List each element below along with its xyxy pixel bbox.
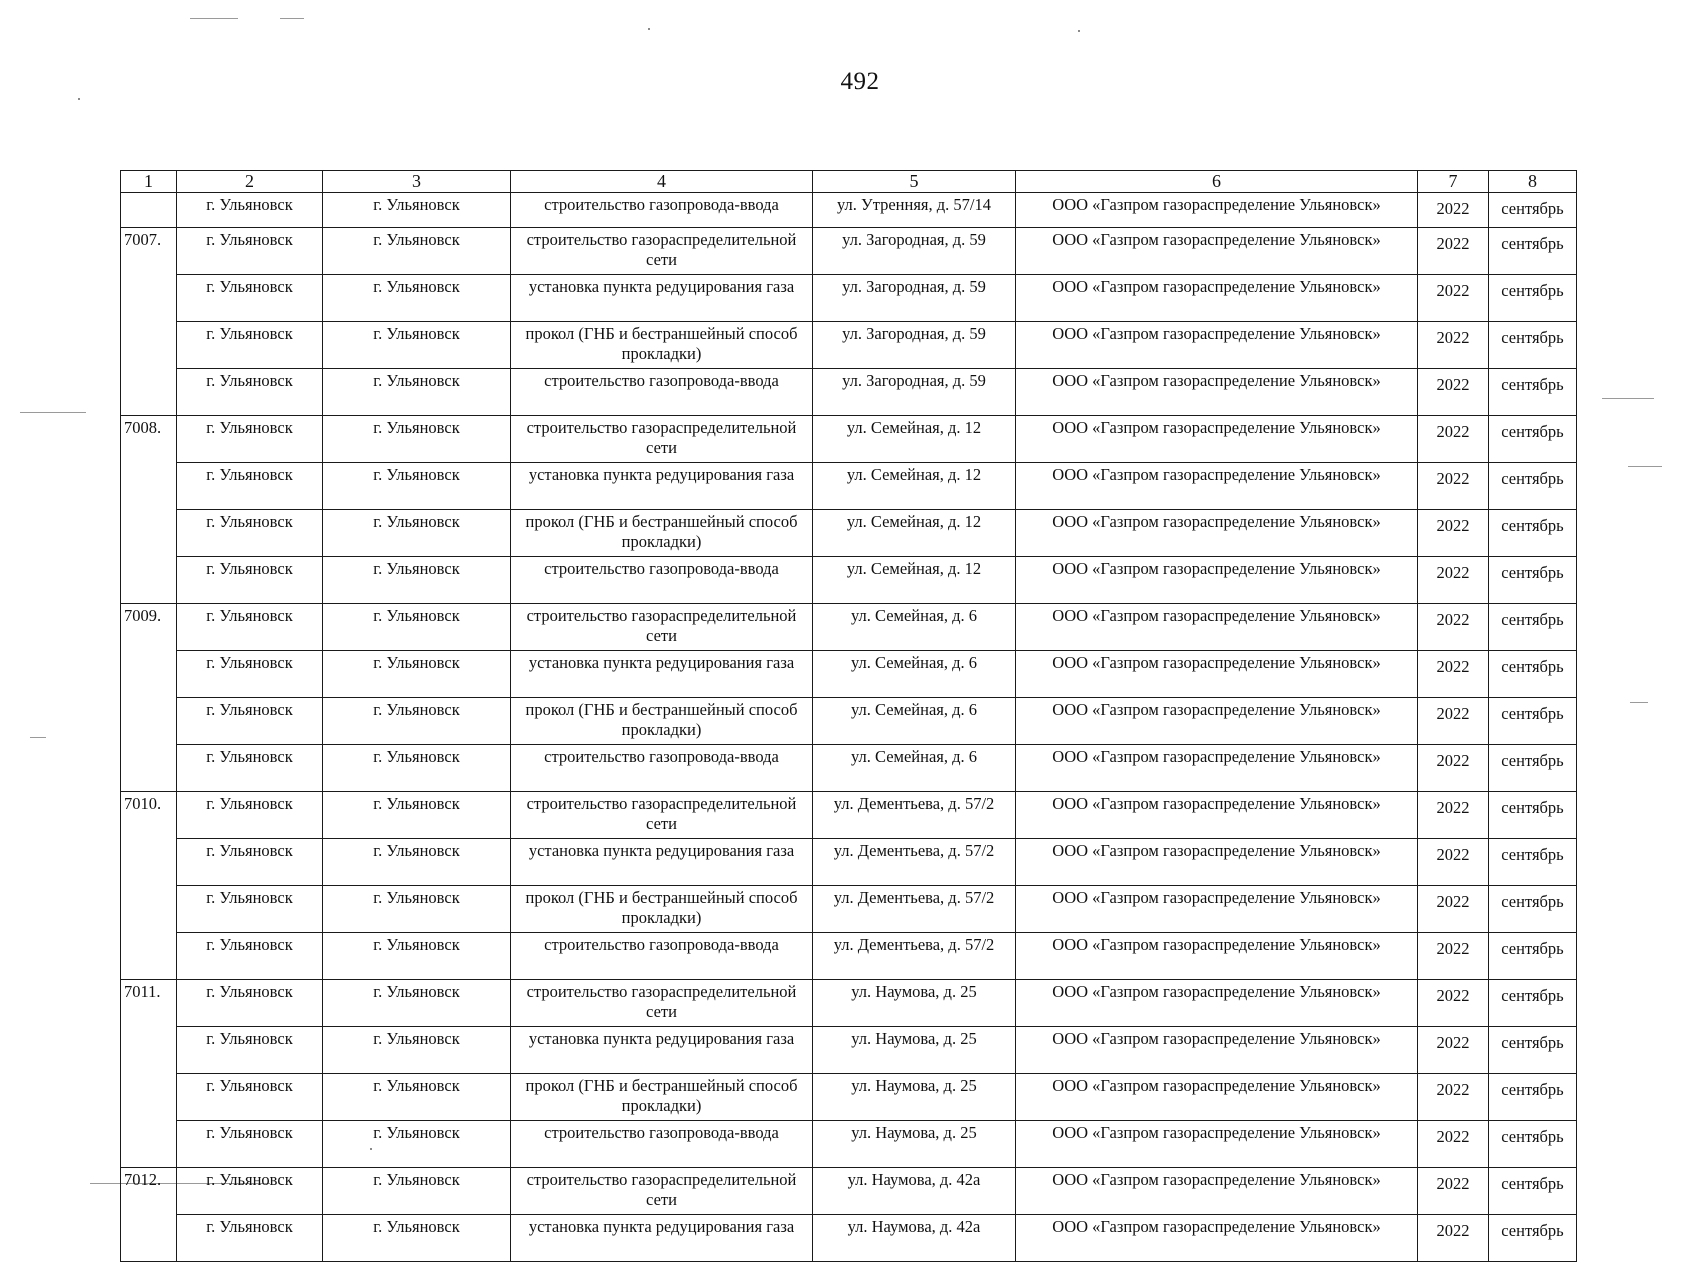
table-row <box>121 1168 1577 1215</box>
scan-artifact <box>1602 398 1654 399</box>
cell-settlement: г. Ульяновск <box>323 745 511 792</box>
cell-municipality: г. Ульяновск <box>177 1168 323 1215</box>
cell-municipality: г. Ульяновск <box>177 1027 323 1074</box>
cell-item-number <box>121 886 177 933</box>
cell-municipality: г. Ульяновск <box>177 745 323 792</box>
table-row <box>121 980 1577 1027</box>
cell-organization: ООО «Газпром газораспределение Ульяновск» <box>1016 1074 1418 1121</box>
cell-year: 2022 <box>1418 980 1489 1027</box>
cell-month: сентябрь <box>1489 1215 1577 1262</box>
cell-municipality: г. Ульяновск <box>177 1074 323 1121</box>
cell-month: сентябрь <box>1489 322 1577 369</box>
cell-work-type: прокол (ГНБ и бестраншейный способ прокладки) <box>511 886 813 933</box>
cell-settlement: г. Ульяновск <box>323 651 511 698</box>
cell-address: ул. Дементьева, д. 57/2 <box>813 886 1016 933</box>
cell-month: сентябрь <box>1489 698 1577 745</box>
cell-work-type: прокол (ГНБ и бестраншейный способ прокладки) <box>511 1074 813 1121</box>
cell-organization: ООО «Газпром газораспределение Ульяновск» <box>1016 416 1418 463</box>
cell-month: сентябрь <box>1489 369 1577 416</box>
cell-month: сентябрь <box>1489 510 1577 557</box>
cell-work-type: строительство газораспределительной сети <box>511 604 813 651</box>
cell-month: сентябрь <box>1489 1121 1577 1168</box>
cell-year: 2022 <box>1418 745 1489 792</box>
table-row <box>121 792 1577 839</box>
cell-work-type: прокол (ГНБ и бестраншейный способ прокладки) <box>511 698 813 745</box>
cell-organization: ООО «Газпром газораспределение Ульяновск» <box>1016 275 1418 322</box>
cell-year: 2022 <box>1418 1121 1489 1168</box>
cell-address: ул. Наумова, д. 25 <box>813 980 1016 1027</box>
cell-work-type: строительство газораспределительной сети <box>511 792 813 839</box>
column-header-8: 8 <box>1489 171 1577 193</box>
column-header-5: 5 <box>813 171 1016 193</box>
cell-municipality: г. Ульяновск <box>177 839 323 886</box>
cell-organization: ООО «Газпром газораспределение Ульяновск» <box>1016 651 1418 698</box>
table-row <box>121 416 1577 463</box>
column-header-4: 4 <box>511 171 813 193</box>
page-number: 492 <box>840 68 880 95</box>
cell-item-number <box>121 698 177 745</box>
table-row <box>121 886 1577 933</box>
cell-month: сентябрь <box>1489 275 1577 322</box>
table-body <box>121 193 1577 1262</box>
cell-address: ул. Дементьева, д. 57/2 <box>813 839 1016 886</box>
cell-work-type: установка пункта редуцирования газа <box>511 275 813 322</box>
cell-year: 2022 <box>1418 193 1489 228</box>
table-row <box>121 1027 1577 1074</box>
cell-address: ул. Загородная, д. 59 <box>813 369 1016 416</box>
cell-organization: ООО «Газпром газораспределение Ульяновск» <box>1016 193 1418 228</box>
cell-address: ул. Загородная, д. 59 <box>813 322 1016 369</box>
cell-year: 2022 <box>1418 651 1489 698</box>
cell-work-type: установка пункта редуцирования газа <box>511 1027 813 1074</box>
cell-year: 2022 <box>1418 416 1489 463</box>
cell-settlement: г. Ульяновск <box>323 557 511 604</box>
cell-municipality: г. Ульяновск <box>177 933 323 980</box>
scan-artifact <box>190 18 238 19</box>
cell-year: 2022 <box>1418 604 1489 651</box>
cell-item-number <box>121 322 177 369</box>
cell-address: ул. Наумова, д. 25 <box>813 1027 1016 1074</box>
cell-organization: ООО «Газпром газораспределение Ульяновск» <box>1016 322 1418 369</box>
cell-municipality: г. Ульяновск <box>177 228 323 275</box>
cell-month: сентябрь <box>1489 416 1577 463</box>
works-table <box>120 170 1577 1262</box>
table-row <box>121 510 1577 557</box>
cell-settlement: г. Ульяновск <box>323 604 511 651</box>
cell-organization: ООО «Газпром газораспределение Ульяновск» <box>1016 463 1418 510</box>
cell-year: 2022 <box>1418 557 1489 604</box>
cell-address: ул. Загородная, д. 59 <box>813 275 1016 322</box>
cell-organization: ООО «Газпром газораспределение Ульяновск» <box>1016 933 1418 980</box>
cell-month: сентябрь <box>1489 1027 1577 1074</box>
cell-month: сентябрь <box>1489 1074 1577 1121</box>
cell-month: сентябрь <box>1489 228 1577 275</box>
cell-settlement: г. Ульяновск <box>323 980 511 1027</box>
cell-settlement: г. Ульяновск <box>323 228 511 275</box>
cell-item-number: 7011. <box>121 980 177 1027</box>
cell-settlement: г. Ульяновск <box>323 510 511 557</box>
cell-item-number: 7007. <box>121 228 177 275</box>
scan-artifact <box>78 98 80 100</box>
cell-item-number <box>121 651 177 698</box>
cell-settlement: г. Ульяновск <box>323 1074 511 1121</box>
cell-item-number <box>121 557 177 604</box>
scan-artifact <box>1628 466 1662 467</box>
cell-month: сентябрь <box>1489 463 1577 510</box>
cell-year: 2022 <box>1418 1074 1489 1121</box>
column-header-2: 2 <box>177 171 323 193</box>
cell-municipality: г. Ульяновск <box>177 322 323 369</box>
column-header-3: 3 <box>323 171 511 193</box>
cell-address: ул. Загородная, д. 59 <box>813 228 1016 275</box>
column-header-1: 1 <box>121 171 177 193</box>
cell-organization: ООО «Газпром газораспределение Ульяновск» <box>1016 698 1418 745</box>
table-row <box>121 1074 1577 1121</box>
cell-settlement: г. Ульяновск <box>323 886 511 933</box>
cell-settlement: г. Ульяновск <box>323 1215 511 1262</box>
cell-item-number <box>121 463 177 510</box>
cell-work-type: прокол (ГНБ и бестраншейный способ прокладки) <box>511 510 813 557</box>
cell-address: ул. Семейная, д. 12 <box>813 416 1016 463</box>
cell-settlement: г. Ульяновск <box>323 933 511 980</box>
cell-settlement: г. Ульяновск <box>323 275 511 322</box>
cell-year: 2022 <box>1418 933 1489 980</box>
cell-address: ул. Дементьева, д. 57/2 <box>813 792 1016 839</box>
table-row <box>121 1215 1577 1262</box>
cell-item-number <box>121 1074 177 1121</box>
cell-municipality: г. Ульяновск <box>177 651 323 698</box>
cell-item-number <box>121 510 177 557</box>
cell-item-number: 7012. <box>121 1168 177 1215</box>
cell-municipality: г. Ульяновск <box>177 792 323 839</box>
cell-item-number: 7009. <box>121 604 177 651</box>
table-row <box>121 228 1577 275</box>
cell-item-number: 7010. <box>121 792 177 839</box>
cell-work-type: установка пункта редуцирования газа <box>511 1215 813 1262</box>
scan-artifact <box>1078 30 1080 32</box>
cell-month: сентябрь <box>1489 839 1577 886</box>
cell-work-type: строительство газопровода-ввода <box>511 193 813 228</box>
cell-municipality: г. Ульяновск <box>177 557 323 604</box>
cell-month: сентябрь <box>1489 604 1577 651</box>
cell-month: сентябрь <box>1489 557 1577 604</box>
cell-settlement: г. Ульяновск <box>323 1027 511 1074</box>
table-row <box>121 745 1577 792</box>
cell-address: ул. Наумова, д. 25 <box>813 1074 1016 1121</box>
cell-year: 2022 <box>1418 369 1489 416</box>
cell-item-number <box>121 1121 177 1168</box>
table-row <box>121 651 1577 698</box>
column-header-7: 7 <box>1418 171 1489 193</box>
cell-organization: ООО «Газпром газораспределение Ульяновск» <box>1016 1121 1418 1168</box>
cell-settlement: г. Ульяновск <box>323 1121 511 1168</box>
cell-year: 2022 <box>1418 463 1489 510</box>
cell-settlement: г. Ульяновск <box>323 193 511 228</box>
scan-artifact <box>1630 702 1648 703</box>
cell-address: ул. Семейная, д. 12 <box>813 510 1016 557</box>
scan-artifact <box>30 737 46 738</box>
cell-item-number <box>121 369 177 416</box>
cell-municipality: г. Ульяновск <box>177 980 323 1027</box>
cell-municipality: г. Ульяновск <box>177 416 323 463</box>
cell-work-type: установка пункта редуцирования газа <box>511 463 813 510</box>
cell-month: сентябрь <box>1489 933 1577 980</box>
cell-month: сентябрь <box>1489 193 1577 228</box>
cell-organization: ООО «Газпром газораспределение Ульяновск» <box>1016 792 1418 839</box>
cell-municipality: г. Ульяновск <box>177 193 323 228</box>
cell-work-type: строительство газопровода-ввода <box>511 557 813 604</box>
cell-organization: ООО «Газпром газораспределение Ульяновск» <box>1016 510 1418 557</box>
table-row <box>121 369 1577 416</box>
cell-year: 2022 <box>1418 1168 1489 1215</box>
table-row <box>121 604 1577 651</box>
cell-year: 2022 <box>1418 275 1489 322</box>
cell-work-type: строительство газораспределительной сети <box>511 1168 813 1215</box>
cell-municipality: г. Ульяновск <box>177 1121 323 1168</box>
cell-address: ул. Дементьева, д. 57/2 <box>813 933 1016 980</box>
cell-year: 2022 <box>1418 1027 1489 1074</box>
cell-month: сентябрь <box>1489 1168 1577 1215</box>
table-row <box>121 1121 1577 1168</box>
cell-organization: ООО «Газпром газораспределение Ульяновск» <box>1016 604 1418 651</box>
cell-item-number <box>121 745 177 792</box>
table-row <box>121 839 1577 886</box>
cell-organization: ООО «Газпром газораспределение Ульяновск» <box>1016 228 1418 275</box>
cell-organization: ООО «Газпром газораспределение Ульяновск» <box>1016 1027 1418 1074</box>
cell-work-type: строительство газораспределительной сети <box>511 980 813 1027</box>
cell-municipality: г. Ульяновск <box>177 604 323 651</box>
cell-year: 2022 <box>1418 886 1489 933</box>
scan-artifact <box>20 412 86 413</box>
cell-municipality: г. Ульяновск <box>177 1215 323 1262</box>
cell-work-type: установка пункта редуцирования газа <box>511 651 813 698</box>
cell-month: сентябрь <box>1489 792 1577 839</box>
cell-address: ул. Семейная, д. 12 <box>813 557 1016 604</box>
cell-work-type: установка пункта редуцирования газа <box>511 839 813 886</box>
cell-month: сентябрь <box>1489 651 1577 698</box>
cell-item-number <box>121 1215 177 1262</box>
table-row <box>121 933 1577 980</box>
cell-item-number <box>121 839 177 886</box>
cell-month: сентябрь <box>1489 980 1577 1027</box>
cell-item-number <box>121 933 177 980</box>
cell-work-type: строительство газораспределительной сети <box>511 416 813 463</box>
cell-address: ул. Семейная, д. 6 <box>813 651 1016 698</box>
cell-settlement: г. Ульяновск <box>323 416 511 463</box>
cell-year: 2022 <box>1418 792 1489 839</box>
cell-work-type: строительство газопровода-ввода <box>511 933 813 980</box>
cell-municipality: г. Ульяновск <box>177 275 323 322</box>
cell-work-type: строительство газопровода-ввода <box>511 1121 813 1168</box>
cell-settlement: г. Ульяновск <box>323 463 511 510</box>
cell-item-number <box>121 193 177 228</box>
table-row <box>121 275 1577 322</box>
cell-address: ул. Наумова, д. 25 <box>813 1121 1016 1168</box>
table-row <box>121 557 1577 604</box>
cell-settlement: г. Ульяновск <box>323 839 511 886</box>
cell-municipality: г. Ульяновск <box>177 369 323 416</box>
cell-settlement: г. Ульяновск <box>323 322 511 369</box>
cell-item-number <box>121 1027 177 1074</box>
cell-municipality: г. Ульяновск <box>177 463 323 510</box>
cell-settlement: г. Ульяновск <box>323 792 511 839</box>
cell-municipality: г. Ульяновск <box>177 886 323 933</box>
cell-year: 2022 <box>1418 839 1489 886</box>
table-header-row <box>121 171 1577 193</box>
cell-address: ул. Наумова, д. 42а <box>813 1215 1016 1262</box>
table-row <box>121 193 1577 228</box>
cell-organization: ООО «Газпром газораспределение Ульяновск» <box>1016 980 1418 1027</box>
column-header-6: 6 <box>1016 171 1418 193</box>
cell-year: 2022 <box>1418 322 1489 369</box>
cell-municipality: г. Ульяновск <box>177 698 323 745</box>
cell-organization: ООО «Газпром газораспределение Ульяновск» <box>1016 886 1418 933</box>
cell-item-number: 7008. <box>121 416 177 463</box>
cell-address: ул. Семейная, д. 12 <box>813 463 1016 510</box>
cell-work-type: строительство газопровода-ввода <box>511 745 813 792</box>
cell-address: ул. Утренняя, д. 57/14 <box>813 193 1016 228</box>
cell-year: 2022 <box>1418 698 1489 745</box>
cell-month: сентябрь <box>1489 886 1577 933</box>
cell-item-number <box>121 275 177 322</box>
cell-year: 2022 <box>1418 228 1489 275</box>
cell-settlement: г. Ульяновск <box>323 369 511 416</box>
scan-artifact <box>280 18 304 19</box>
cell-year: 2022 <box>1418 1215 1489 1262</box>
cell-address: ул. Наумова, д. 42а <box>813 1168 1016 1215</box>
cell-organization: ООО «Газпром газораспределение Ульяновск» <box>1016 839 1418 886</box>
cell-address: ул. Семейная, д. 6 <box>813 698 1016 745</box>
cell-work-type: строительство газораспределительной сети <box>511 228 813 275</box>
scan-artifact <box>648 28 650 30</box>
cell-month: сентябрь <box>1489 745 1577 792</box>
cell-organization: ООО «Газпром газораспределение Ульяновск» <box>1016 1215 1418 1262</box>
cell-year: 2022 <box>1418 510 1489 557</box>
cell-address: ул. Семейная, д. 6 <box>813 745 1016 792</box>
cell-work-type: прокол (ГНБ и бестраншейный способ прокладки) <box>511 322 813 369</box>
cell-address: ул. Семейная, д. 6 <box>813 604 1016 651</box>
cell-settlement: г. Ульяновск <box>323 698 511 745</box>
cell-organization: ООО «Газпром газораспределение Ульяновск» <box>1016 557 1418 604</box>
cell-municipality: г. Ульяновск <box>177 510 323 557</box>
cell-organization: ООО «Газпром газораспределение Ульяновск» <box>1016 1168 1418 1215</box>
cell-settlement: г. Ульяновск <box>323 1168 511 1215</box>
table-row <box>121 463 1577 510</box>
cell-organization: ООО «Газпром газораспределение Ульяновск» <box>1016 745 1418 792</box>
table-row <box>121 322 1577 369</box>
table-row <box>121 698 1577 745</box>
cell-work-type: строительство газопровода-ввода <box>511 369 813 416</box>
cell-organization: ООО «Газпром газораспределение Ульяновск» <box>1016 369 1418 416</box>
